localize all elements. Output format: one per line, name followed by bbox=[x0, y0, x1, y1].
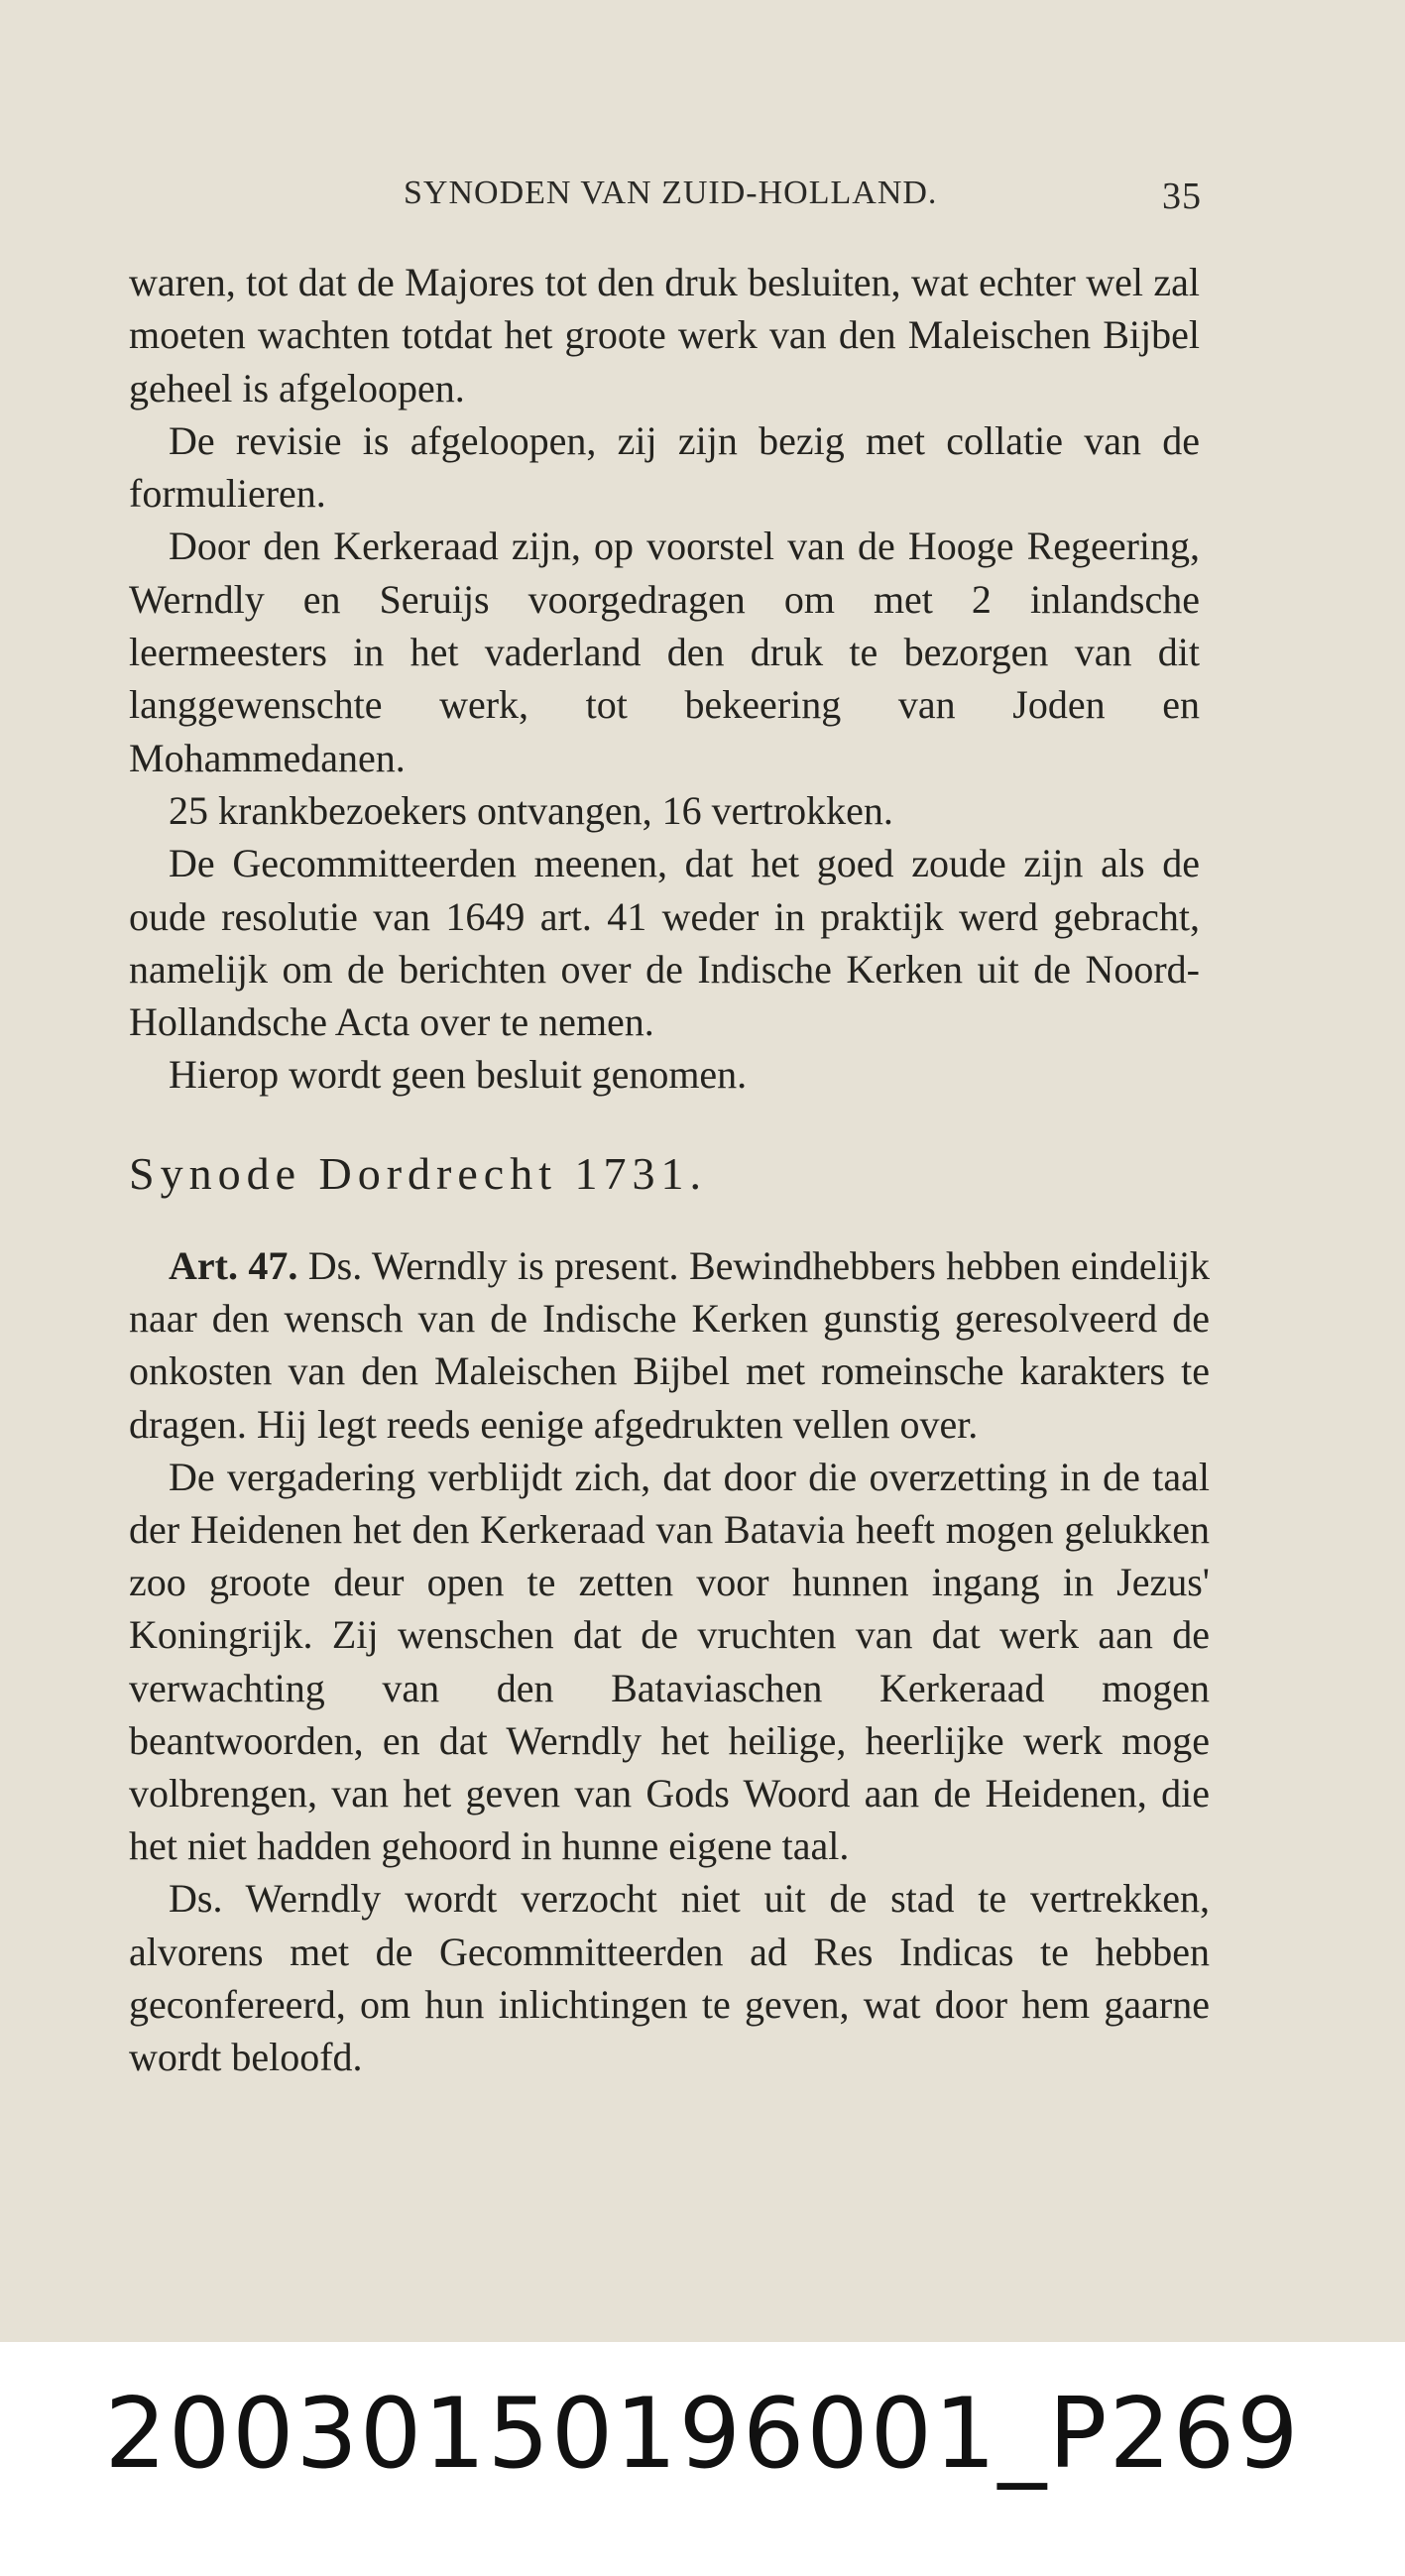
paragraph: De vergadering verblijdt zich, dat door die overzetting in de taal der Heidenen het den Kerkeraad van Batavia heeft mogen gelukken zoo groote deur open te zetten voor hunnen ingang in Jezus' Koningrijk. Zij wenschen dat de vruchten van dat werk aan de verwachting van den Bataviaschen Kerkeraad mogen beantwoorden, en dat Werndly het heilige, heerlijke werk moge volbrengen, van het geven van Gods Woord aan de Heidenen, die het niet hadden gehoord in hunne eigene taal. bbox=[129, 1454, 1210, 1869]
article-paragraph bbox=[129, 1239, 1210, 1451]
paragraph: Ds. Werndly wordt verzocht niet uit de stad te vertrekken, alvorens met de Gecommitteerden ad Res Indicas te hebben geconfereerd, om hun inlichtingen te geven, wat door hem gaarne wordt beloofd. bbox=[129, 1876, 1210, 2080]
paragraph: Hierop wordt geen besluit genomen. bbox=[169, 1052, 748, 1098]
paragraph: De revisie is afgeloopen, zij zijn bezig met collatie van de formulieren. bbox=[129, 417, 1200, 517]
running-head bbox=[129, 175, 1202, 224]
section-text bbox=[129, 1239, 1210, 2083]
paragraph: Door den Kerkeraad zijn, op voorstel van de Hooge Regeering, Werndly en Seruijs voorgedragen om met 2 inlandsche leermeesters in het vaderland den druk te bezorgen van dit langgewenschte werk, tot bekeering van Joden en Mohammedanen. bbox=[129, 524, 1200, 780]
paragraph: waren, tot dat de Majores tot den druk besluiten, wat echter wel zal moeten wachten totdat het groote werk van den Maleischen Bijbel geheel is afgeloopen. bbox=[129, 260, 1200, 410]
paragraph: 25 krankbezoekers ontvangen, 16 vertrokken. bbox=[169, 787, 893, 833]
paragraph: De Gecommitteerden meenen, dat het goed zoude zijn als de oude resolutie van 1649 art. 41 weder in praktijk werd gebracht, namelijk om de berichten over de Indische Kerken uit de Noord-Hollandsche Acta over te nemen. bbox=[129, 841, 1200, 1045]
scan-id-label: 20030150196001_P269 bbox=[104, 2378, 1301, 2491]
section-heading: Synode Dordrecht 1731. bbox=[129, 1148, 707, 1199]
article-label: Art. 47. bbox=[169, 1243, 298, 1288]
body-text bbox=[129, 256, 1200, 1102]
article-text: Ds. Werndly is present. Bewindhebbers hebben eindelijk naar den wensch van de Indische Kerken gunstig geresolveerd de onkosten van den Maleischen Bijbel met romeinsche karakters te dragen. Hij legt reeds eenige afgedrukten vellen over. bbox=[129, 1243, 1211, 1447]
page-number: 35 bbox=[1162, 176, 1202, 217]
running-head-title: SYNODEN VAN ZUID-HOLLAND. bbox=[404, 175, 938, 211]
